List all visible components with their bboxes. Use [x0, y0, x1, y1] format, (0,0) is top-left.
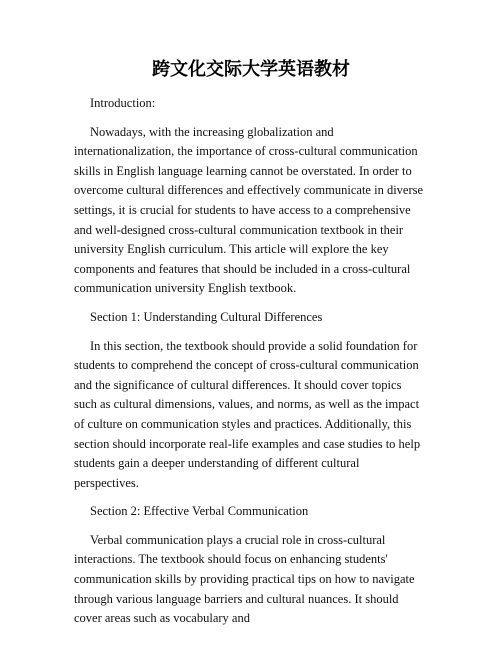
section-2-heading: Section 2: Effective Verbal Communication [90, 504, 309, 519]
document-title: 跨文化交际大学英语教材 [152, 59, 350, 80]
introduction-heading: Introduction: [90, 96, 156, 110]
section-2-paragraph: Verbal communication plays a crucial role in cross-cultural interactions. The textbook should focus on enhancing students' communication skills by providing practical tips on how to navigate through various language barriers and cultural nuances. It should cover areas such as vocabulary and [74, 532, 415, 626]
section-1-heading: Section 1: Understanding Cultural Differences [90, 309, 323, 324]
section-1-paragraph: In this section, the textbook should provide a solid foundation for students to comprehend the concept of cross-cultural communication and the significance of cultural differences. It should cover topics such as cultural dimensions, values, and norms, as well as the impact of culture on communication styles and practices. Additionally, this section should incorporate real-life examples and case studies to help students gain a deeper understanding of different cultural perspectives. [74, 338, 421, 490]
document-body [74, 94, 427, 638]
introduction-paragraph: Nowadays, with the increasing globalization and internationalization, the importance of cross-cultural communication skills in English language learning cannot be overstated. In order to overcome cultural differences and effectively communicate in diverse settings, it is crucial for students to have access to a comprehensive and well-designed cross-cultural communication textbook in their university English curriculum. This article will explore the key components and features that should be included in a cross-cultural communication university English textbook. [74, 124, 424, 296]
